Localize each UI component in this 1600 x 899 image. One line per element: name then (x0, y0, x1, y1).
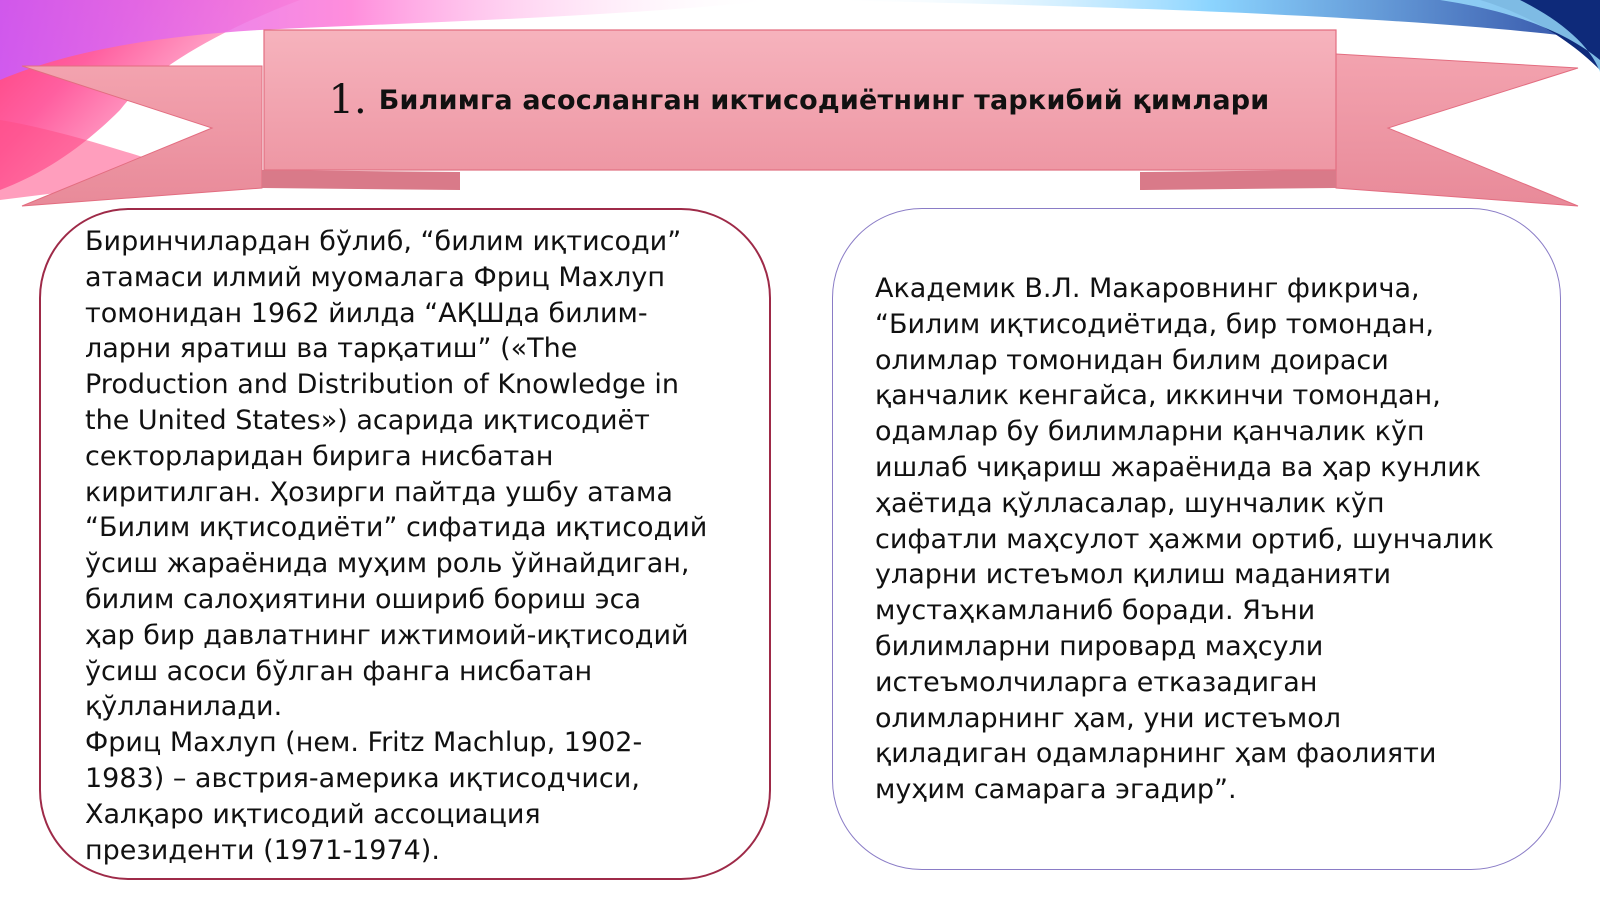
left-panel-text: Биринчилардан бўлиб, “билим иқтисоди” атамаси илмий муомалага Фриц Махлуп томонидан 1962 йилда “АҚШда билим- ларни яратиш ва тарқатиш” («The Production and Distribution of Knowledge in the United States») асарида иқтисодиёт секторларидан бирига нисбатан киритилган. Ҳозирги пайтда ушбу атама “Билим иқтисодиёти” сифатида иқтисодий ўсиш жараёнида муҳим роль ўйнайдиган, билим салоҳиятини ошириб бориш эса ҳар бир давлатнинг ижтимоий-иқтисодий ўсиш асоси бўлган фанга нисбатан қўлланилади. Фриц Махлуп (нем. Fritz Machlup, 1902- 1983) – австрия-америка иқтисодчиси, Халқаро иқтисодий ассоциация президенти (1971-1974). (85, 226, 708, 866)
title-number: 1. (328, 77, 367, 123)
left-text-panel (39, 208, 771, 880)
slide-title (262, 30, 1336, 170)
right-panel-text: Академик В.Л. Макаровнинг фикрича, “Билим иқтисодиётида, бир томондан, олимлар томонидан билим доираси қанчалик кенгайса, иккинчи томондан, одамлар бу билимларни қанчалик кўп ишлаб чиқариш жараёнида ва ҳар кунлик ҳаётида қўлласалар, шунчалик кўп сифатли маҳсулот ҳажми ортиб, шунчалик уларни истеъмол қилиш маданияти мустаҳкамланиб боради. Яъни билимларни пировард маҳсули истеъмолчиларга етказадиган олимларнинг ҳам, уни истеъмол қиладиган одамларнинг ҳам фаолияти муҳим самарага эгадир”. (875, 273, 1494, 806)
title-text: Билимга асосланган иктисодиётнинг таркибий қимлари (378, 84, 1270, 116)
right-text-panel (832, 208, 1561, 870)
